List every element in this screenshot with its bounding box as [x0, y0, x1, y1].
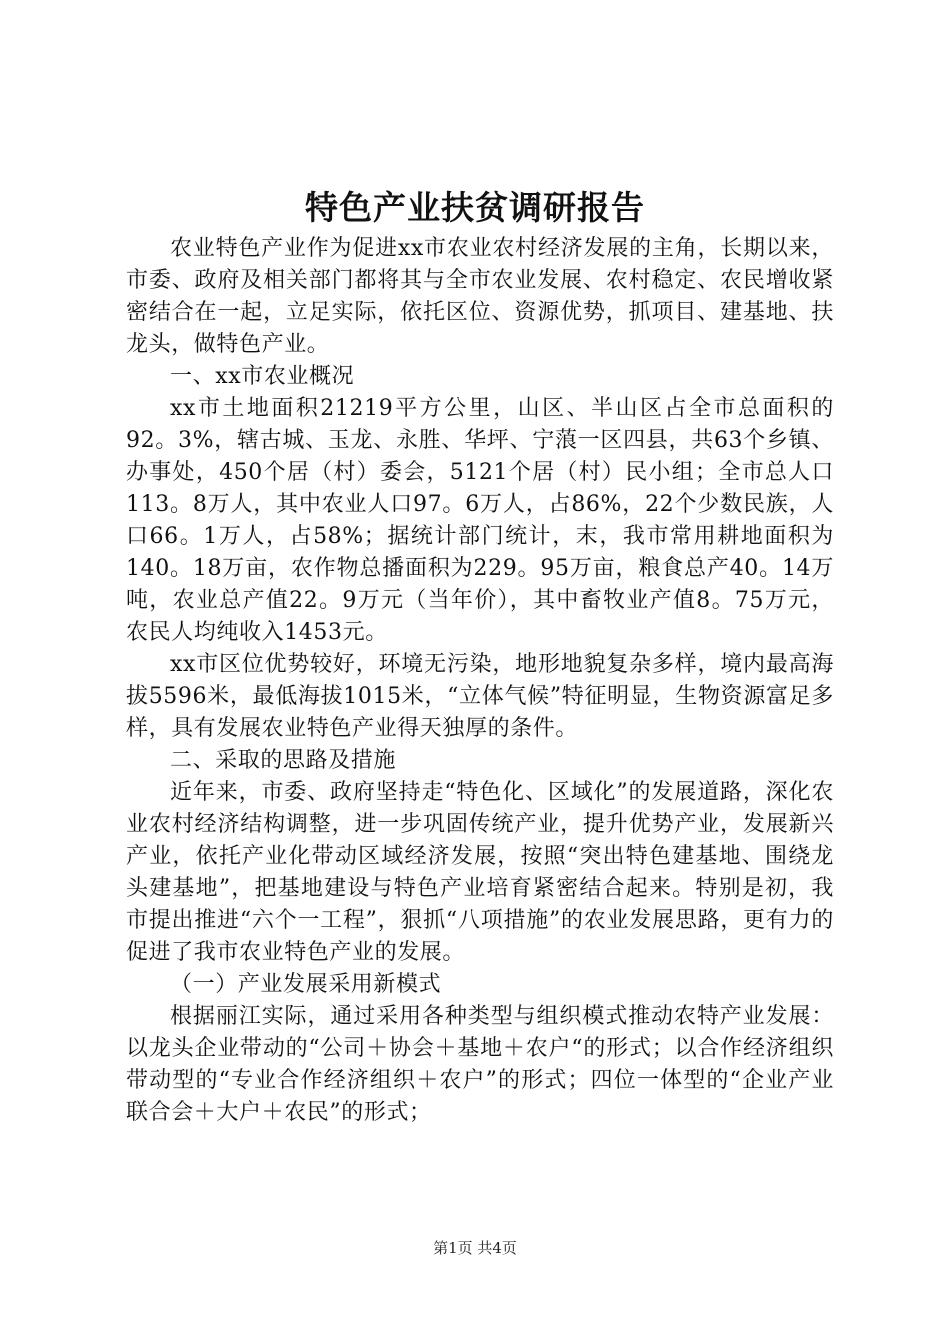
intro-paragraph: 农业特色产业作为促进xx市农业农村经济发展的主角，长期以来，市委、政府及相关部门都将其与全市农业发展、农村稳定、农民增收紧密结合在一起，立足实际，依托区位、资源优势，抓项目、建基地、扶龙头，做特色产业。 [126, 236, 834, 357]
subsection-heading-new-model: （一）产业发展采用新模式 [170, 972, 442, 997]
section-heading-overview: 一、xx市农业概况 [170, 364, 355, 389]
page-footer: 第1页 共4页 [433, 1239, 517, 1257]
overview-paragraph: xx市土地面积21219平方公里，山区、半山区占全市总面积的92。3%，辖古城、玉龙、永胜、华坪、宁蒗一区四县，共63个乡镇、办事处，450个居（村）委会，5121个居（村）民小组；全市总人口113。8万人，其中农业人口97。6万人，占86%，22个少数民族，人口66。1万人，占58%；据统计部门统计，末，我市常用耕地面积为140。18万亩，农作物总播面积为229。95万亩，粮食总产40。14万吨，农业总产值22。9万元（当年价），其中畜牧业产值8。75万元，农民人均纯收入1453元。 [126, 396, 834, 645]
measures-paragraph: 近年来，市委、政府坚持走“特色化、区域化”的发展道路，深化农业农村经济结构调整，进一步巩固传统产业，提升优势产业，发展新兴产业，依托产业化带动区域经济发展，按照“突出特色建基地、围绕龙头建基地”，把基地建设与特色产业培育紧密结合起来。特别是初，我市提出推进“六个一工程”，狠抓“八项措施”的农业发展思路，更有力的促进了我市农业特色产业的发展。 [126, 780, 834, 965]
document-title: 特色产业扶贫调研报告 [305, 188, 645, 227]
document-body [126, 233, 834, 1129]
location-paragraph: xx市区位优势较好，环境无污染，地形地貌复杂多样，境内最高海拔5596米，最低海拔1015米，“立体气候”特征明显，生物资源富足多样，具有发展农业特色产业得天独厚的条件。 [126, 652, 834, 741]
new-model-paragraph: 根据丽江实际，通过采用各种类型与组织模式推动农特产业发展：以龙头企业带动的“公司＋协会＋基地＋农户“的形式；以合作经济组织带动型的“专业合作经济组织＋农户”的形式；四位一体型的“企业产业联合会＋大户＋农民”的形式； [126, 1004, 834, 1125]
section-heading-measures: 二、采取的思路及措施 [170, 748, 397, 773]
